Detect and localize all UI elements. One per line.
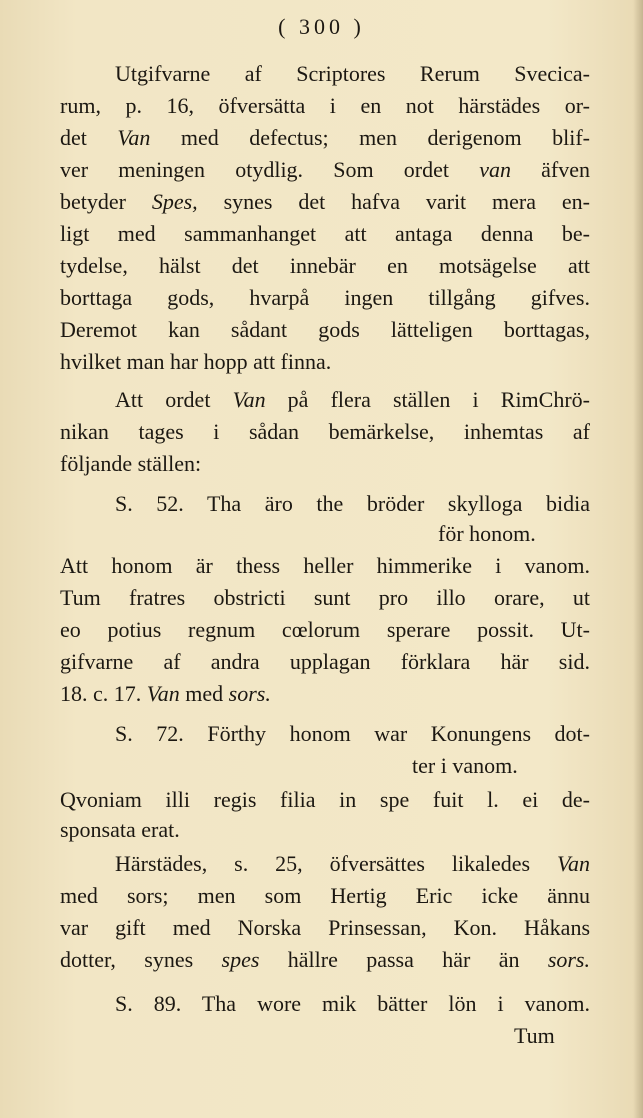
text-line: följande ställen: [60,451,202,476]
text-line: tydelse, hälst det innebär en motsägelse att [60,253,590,278]
text-line: Att ordet Van på flera ställen i RimChrö- [115,387,590,412]
text-line: var gift med Norska Prinsessan, Kon. Håkans [60,915,590,940]
text-line: rum, p. 16, öfversätta i en not härstädes or- [60,93,590,118]
quote-line: ter i vanom. [412,753,518,778]
text-line: Tum fratres obstricti sunt pro illo orare, ut [60,585,590,610]
quote-line: för honom. [438,521,536,546]
text-line: Deremot kan sådant gods lätteligen borttagas, [60,317,590,342]
text-line: ver meningen otydlig. Som ordet van äfven [60,157,590,182]
text-line: 18. c. 17. Van med sors. [60,681,271,706]
quote-line: Att honom är thess heller himmerike i vanom. [60,553,590,578]
text-line: ligt med sammanhanget att antaga denna be- [60,221,590,246]
page-number: ( 300 ) [278,14,365,39]
text-line: dotter, synes spes hällre passa här än sors. [60,947,590,972]
page-edge-shadow [633,0,643,1118]
text-line: gifvarne af andra upplagan förklara här sid. [60,649,590,674]
text-line: hvilket man har hopp att finna. [60,349,332,374]
text-line: sponsata erat. [60,817,180,842]
quote-line: S. 52. Tha äro the bröder skylloga bidia [115,491,590,516]
quote-line: S. 72. Förthy honom war Konungens dot- [115,721,590,746]
quote-line: S. 89. Tha wore mik bätter lön i vanom. [115,991,590,1016]
text-line: Qvoniam illi regis filia in spe fuit l. ei de- [60,787,590,812]
text-line: med sors; men som Hertig Eric icke ännu [60,883,590,908]
text-line: eo potius regnum cœlorum sperare possit. Ut- [60,617,590,642]
catchword: Tum [514,1023,555,1048]
text-line: borttaga gods, hvarpå ingen tillgång gifves. [60,285,590,310]
text-line: Utgifvarne af Scriptores Rerum Svecica- [115,61,590,86]
text-line: Härstädes, s. 25, öfversättes likaledes Van [115,851,590,876]
text-line: nikan tages i sådan bemärkelse, inhemtas af [60,419,590,444]
text-line: betyder Spes, synes det hafva varit mera en- [60,189,590,214]
text-line: det Van med defectus; men derigenom blif- [60,125,590,150]
